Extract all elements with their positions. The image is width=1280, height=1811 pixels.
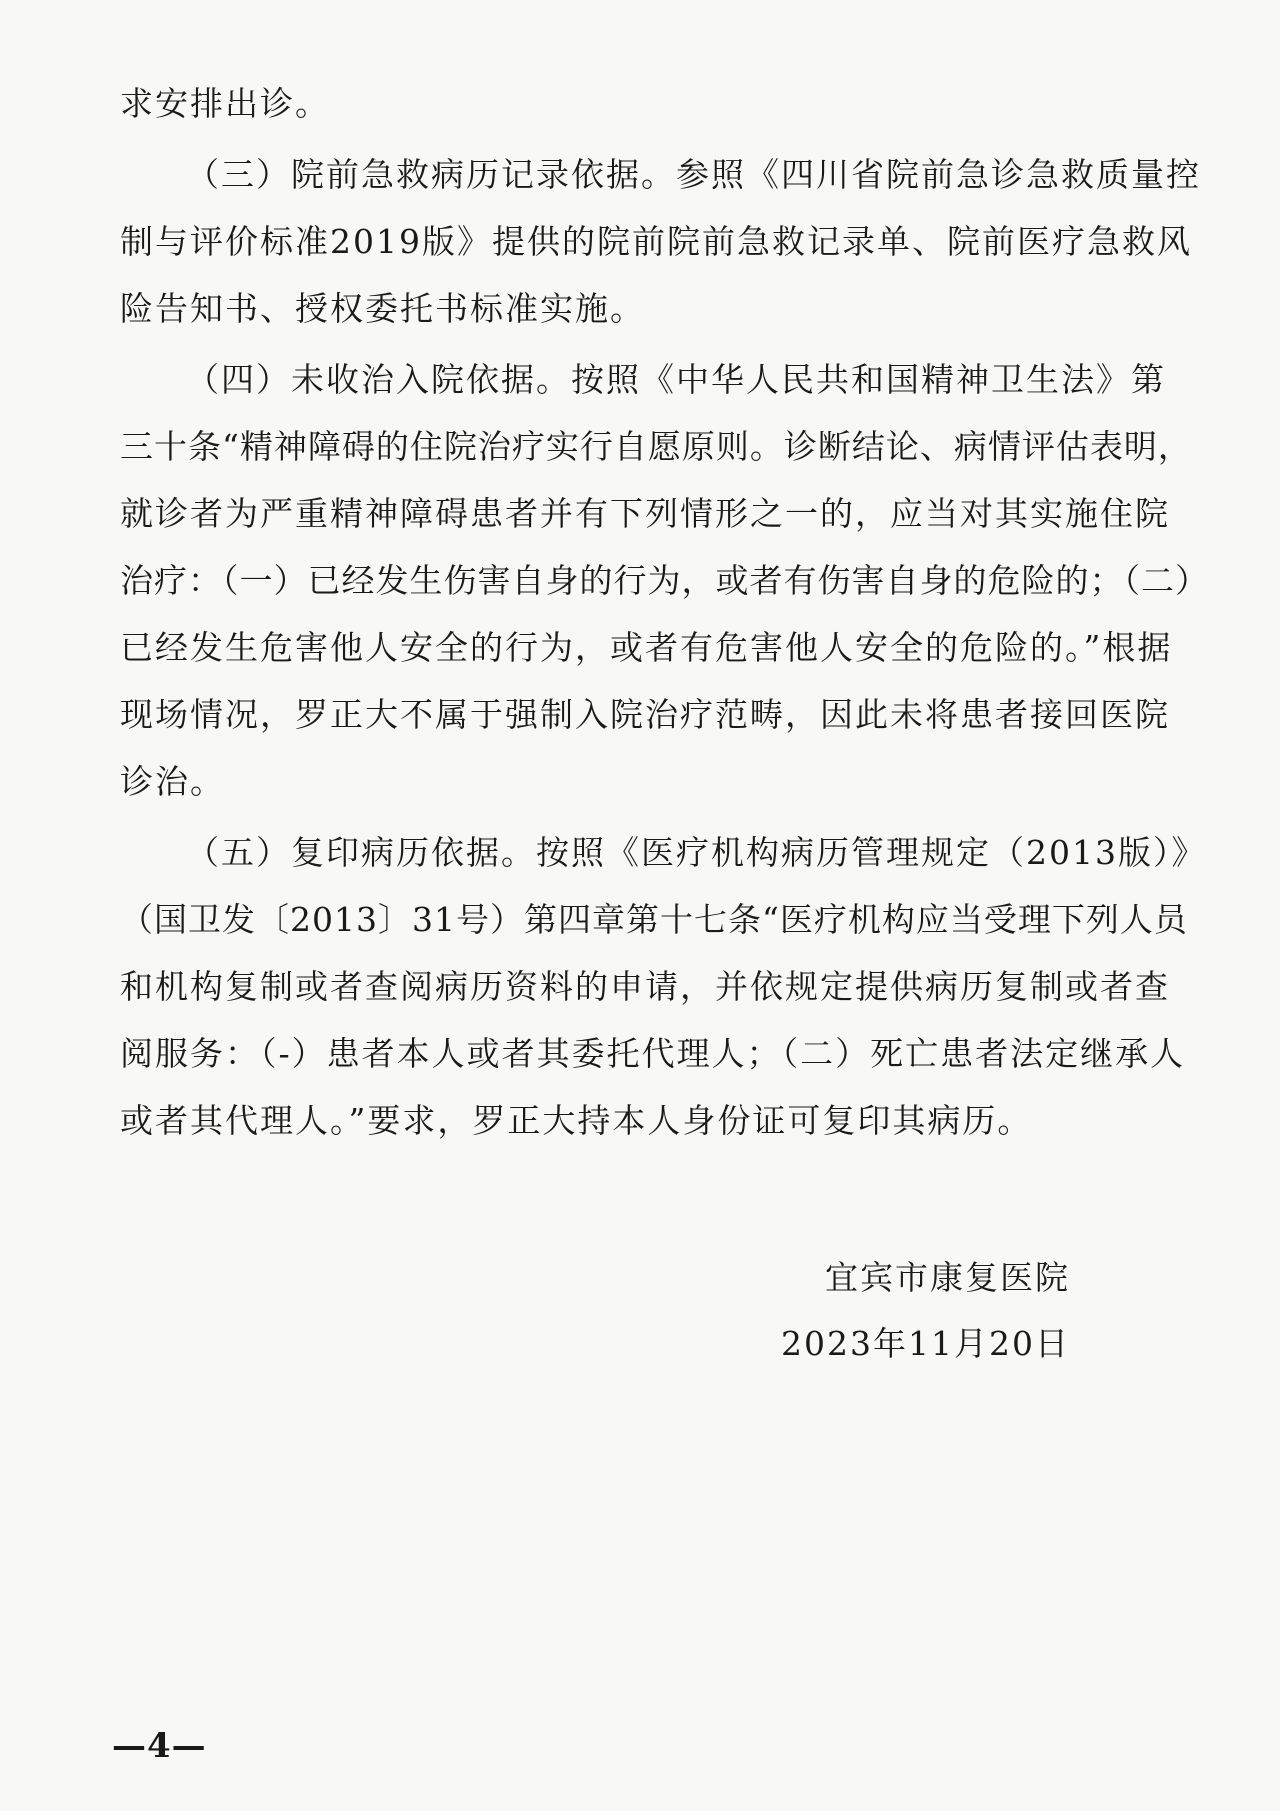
text-line-1: 求安排出诊。 <box>120 84 330 123</box>
text-line-8: 治疗：（一）已经发生伤害自身的行为，或者有伤害自身的危险的；（二） <box>120 561 1209 600</box>
text-line-9: 已经发生危害他人安全的行为，或者有危害他人安全的危险的。”根据 <box>120 628 1173 667</box>
text-line-10: 现场情况，罗正大不属于强制入院治疗范畴，因此未将患者接回医院 <box>120 695 1170 734</box>
document-body <box>120 70 1209 1154</box>
text-line-12: （五）复印病历依据。按照《医疗机构病历管理规定（2013版）》 <box>186 833 1207 872</box>
text-line-7: 就诊者为严重精神障碍患者并有下列情形之一的，应当对其实施住院 <box>120 494 1170 533</box>
page-number: —4— <box>112 1726 207 1766</box>
text-line-16: 或者其代理人。”要求，罗正大持本人身份证可复印其病历。 <box>120 1101 1033 1140</box>
text-line-2: （三）院前急救病历记录依据。参照《四川省院前急诊急救质量控 <box>186 155 1201 194</box>
text-line-15: 阅服务：（-）患者本人或者其委托代理人；（二）死亡患者法定继承人 <box>120 1034 1186 1073</box>
text-line-13: （国卫发〔2013〕31号）第四章第十七条“医疗机构应当受理下列人员 <box>120 900 1188 939</box>
signature-organization: 宜宾市康复医院 <box>825 1258 1070 1297</box>
signature-date: 2023年11月20日 <box>781 1324 1070 1363</box>
text-line-14: 和机构复制或者查阅病历资料的申请，并依规定提供病历复制或者查 <box>120 967 1170 1006</box>
text-line-11: 诊治。 <box>120 762 225 801</box>
text-line-5: （四）未收治入院依据。按照《中华人民共和国精神卫生法》第 <box>186 360 1166 399</box>
text-line-3: 制与评价标准2019版》提供的院前院前急救记录单、院前医疗急救风 <box>120 222 1192 261</box>
text-line-4: 险告知书、授权委托书标准实施。 <box>120 289 645 328</box>
signature-block <box>781 1245 1070 1377</box>
text-line-6: 三十条“精神障碍的住院治疗实行自愿原则。诊断结论、病情评估表明， <box>120 427 1192 466</box>
